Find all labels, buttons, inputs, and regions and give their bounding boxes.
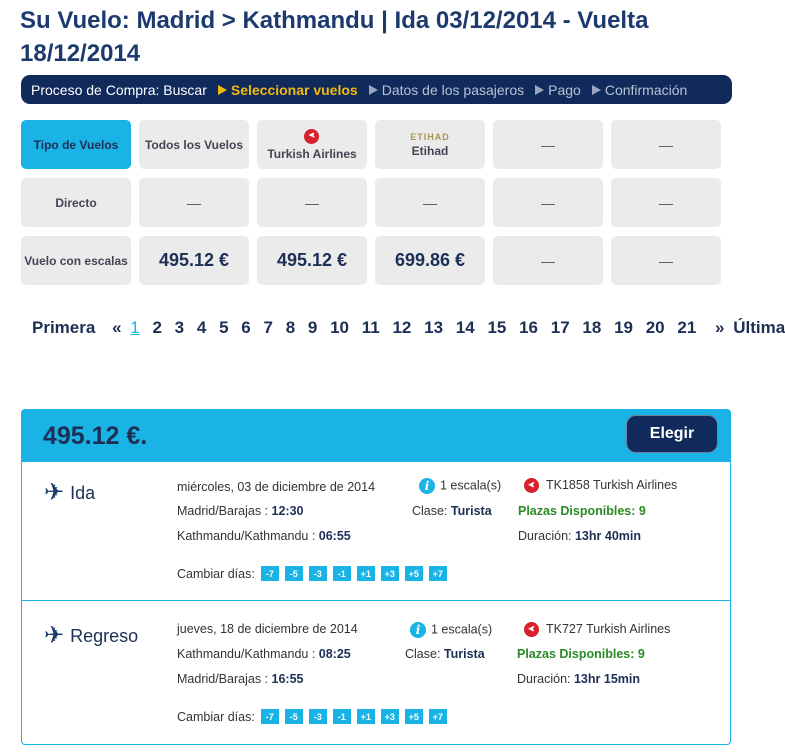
step-arrow-icon xyxy=(535,85,544,95)
outbound-departure: Madrid/Barajas : 12:30 xyxy=(177,504,304,518)
segment-outbound-label: ✈ Ida xyxy=(44,479,96,506)
turkish-airlines-logo xyxy=(304,129,319,144)
day-shift-button[interactable]: +7 xyxy=(429,709,447,724)
segment-divider xyxy=(22,600,730,601)
turkish-airlines-logo xyxy=(524,478,539,493)
pager-next[interactable]: » xyxy=(715,318,725,337)
result-price: 495.12 €. xyxy=(43,422,148,450)
pager-page[interactable]: 3 xyxy=(174,318,185,337)
pager-page[interactable]: 6 xyxy=(241,318,251,337)
outbound-flight: TK1858 Turkish Airlines xyxy=(524,478,677,493)
pager-first[interactable]: Primera xyxy=(32,318,96,337)
segment-return-label: ✈ Regreso xyxy=(44,622,139,649)
pager-page[interactable]: 14 xyxy=(455,318,475,337)
day-shift-button[interactable]: -7 xyxy=(261,566,279,581)
pager-page[interactable]: 20 xyxy=(645,318,665,337)
progress-step-passenger-data: Datos de los pasajeros xyxy=(369,82,524,98)
matrix-row-label-direct: Directo xyxy=(21,178,131,227)
pager-prev[interactable]: « xyxy=(112,318,122,337)
day-shift-button[interactable]: -1 xyxy=(333,709,351,724)
matrix-header-turkish-airlines[interactable]: Turkish Airlines xyxy=(257,120,367,169)
pager-page[interactable]: 19 xyxy=(614,318,633,337)
pager-page[interactable]: 12 xyxy=(392,318,412,337)
matrix-cell: — xyxy=(139,178,249,227)
progress-label: Proceso de Compra: Buscar xyxy=(31,81,207,98)
day-shift-button[interactable]: -3 xyxy=(309,709,327,724)
matrix-cell: — xyxy=(493,236,603,285)
info-icon[interactable]: i xyxy=(419,478,435,494)
matrix-price-etihad[interactable]: 699.86 € xyxy=(375,236,485,285)
day-shift-button[interactable]: -1 xyxy=(333,566,351,581)
turkish-airlines-logo xyxy=(524,622,539,637)
day-shift-button[interactable]: -5 xyxy=(285,566,303,581)
card-header xyxy=(22,410,730,462)
matrix-header-all-flights[interactable]: Todos los Vuelos xyxy=(139,120,249,169)
return-seats: Plazas Disponibles: 9 xyxy=(517,647,645,661)
return-date: jueves, 18 de diciembre de 2014 xyxy=(177,622,358,636)
pager-last[interactable]: Última xyxy=(733,318,785,337)
pager-page[interactable]: 5 xyxy=(219,318,229,337)
info-icon[interactable]: i xyxy=(410,622,426,638)
outbound-arrival: Kathmandu/Kathmandu : 06:55 xyxy=(177,529,351,543)
purchase-progress-bar xyxy=(21,75,732,104)
outbound-change-days: Cambiar días: -7 -5 -3 -1 +1 +3 +5 +7 xyxy=(177,566,447,581)
pager-page[interactable]: 21 xyxy=(677,318,697,337)
matrix-cell: — xyxy=(375,178,485,227)
matrix-cell: — xyxy=(611,178,721,227)
flight-result-card xyxy=(21,409,731,745)
day-shift-button[interactable]: -3 xyxy=(309,566,327,581)
step-arrow-icon xyxy=(592,85,601,95)
pager-page[interactable]: 10 xyxy=(330,318,350,337)
matrix-price-all-flights[interactable]: 495.12 € xyxy=(139,236,249,285)
pager-page[interactable]: 16 xyxy=(519,318,539,337)
outbound-class: Clase: Turista xyxy=(412,504,492,518)
pager-page[interactable]: 17 xyxy=(550,318,570,337)
return-duration: Duración: 13hr 15min xyxy=(517,672,640,686)
progress-step-select-flights: Seleccionar vuelos xyxy=(218,82,358,98)
matrix-cell: — xyxy=(493,178,603,227)
pager-page[interactable]: 18 xyxy=(582,318,602,337)
outbound-date: miércoles, 03 de diciembre de 2014 xyxy=(177,480,376,494)
return-class: Clase: Turista xyxy=(405,647,485,661)
choose-button[interactable]: Elegir xyxy=(626,415,718,453)
day-shift-button[interactable]: +3 xyxy=(381,709,399,724)
pager-page[interactable]: 7 xyxy=(263,318,273,337)
pager-page[interactable]: 15 xyxy=(487,318,507,337)
plane-icon: ✈ xyxy=(44,479,65,506)
day-shift-button[interactable]: +3 xyxy=(381,566,399,581)
day-shift-button[interactable]: -7 xyxy=(261,709,279,724)
matrix-cell: — xyxy=(611,236,721,285)
page-title: Su Vuelo: Madrid > Kathmandu | Ida 03/12/2014 - Vuelta 18/12/2014 xyxy=(20,7,649,67)
day-shift-button[interactable]: -5 xyxy=(285,709,303,724)
pagination xyxy=(32,318,785,338)
matrix-header-etihad[interactable]: ETIHAD Etihad xyxy=(375,120,485,169)
day-shift-button[interactable]: +5 xyxy=(405,566,423,581)
day-shift-button[interactable]: +5 xyxy=(405,709,423,724)
matrix-cell: — xyxy=(257,178,367,227)
pager-page[interactable]: 2 xyxy=(152,318,162,337)
return-departure: Kathmandu/Kathmandu : 08:25 xyxy=(177,647,351,661)
return-change-days: Cambiar días: -7 -5 -3 -1 +1 +3 +5 +7 xyxy=(177,709,447,724)
pager-page[interactable]: 9 xyxy=(307,318,318,337)
etihad-logo: ETIHAD xyxy=(410,131,450,142)
pager-page[interactable]: 13 xyxy=(424,318,444,337)
return-arrival: Madrid/Barajas : 16:55 xyxy=(177,672,304,686)
step-arrow-icon xyxy=(218,85,227,95)
step-arrow-icon xyxy=(369,85,378,95)
day-shift-button[interactable]: +1 xyxy=(357,566,375,581)
outbound-seats: Plazas Disponibles: 9 xyxy=(518,504,646,518)
pager-page[interactable]: 8 xyxy=(285,318,296,337)
progress-step-confirmation: Confirmación xyxy=(592,82,687,98)
day-shift-button[interactable]: +1 xyxy=(357,709,375,724)
outbound-stops[interactable]: i 1 escala(s) xyxy=(419,478,501,494)
pager-page[interactable]: 11 xyxy=(361,318,380,337)
matrix-header-flight-type[interactable]: Tipo de Vuelos xyxy=(21,120,131,169)
matrix-price-turkish-airlines[interactable]: 495.12 € xyxy=(257,236,367,285)
day-shift-button[interactable]: +7 xyxy=(429,566,447,581)
return-stops[interactable]: i 1 escala(s) xyxy=(410,622,492,638)
pager-page[interactable]: 4 xyxy=(196,318,207,337)
progress-step-payment: Pago xyxy=(535,82,581,98)
return-flight: TK727 Turkish Airlines xyxy=(524,622,670,637)
matrix-header-empty: — xyxy=(611,120,721,169)
outbound-duration: Duración: 13hr 40min xyxy=(518,529,641,543)
pager-page-current[interactable]: 1 xyxy=(130,318,140,337)
matrix-row-label-with-stops: Vuelo con escalas xyxy=(21,236,131,285)
plane-icon: ✈ xyxy=(44,622,65,649)
matrix-header-empty: — xyxy=(493,120,603,169)
